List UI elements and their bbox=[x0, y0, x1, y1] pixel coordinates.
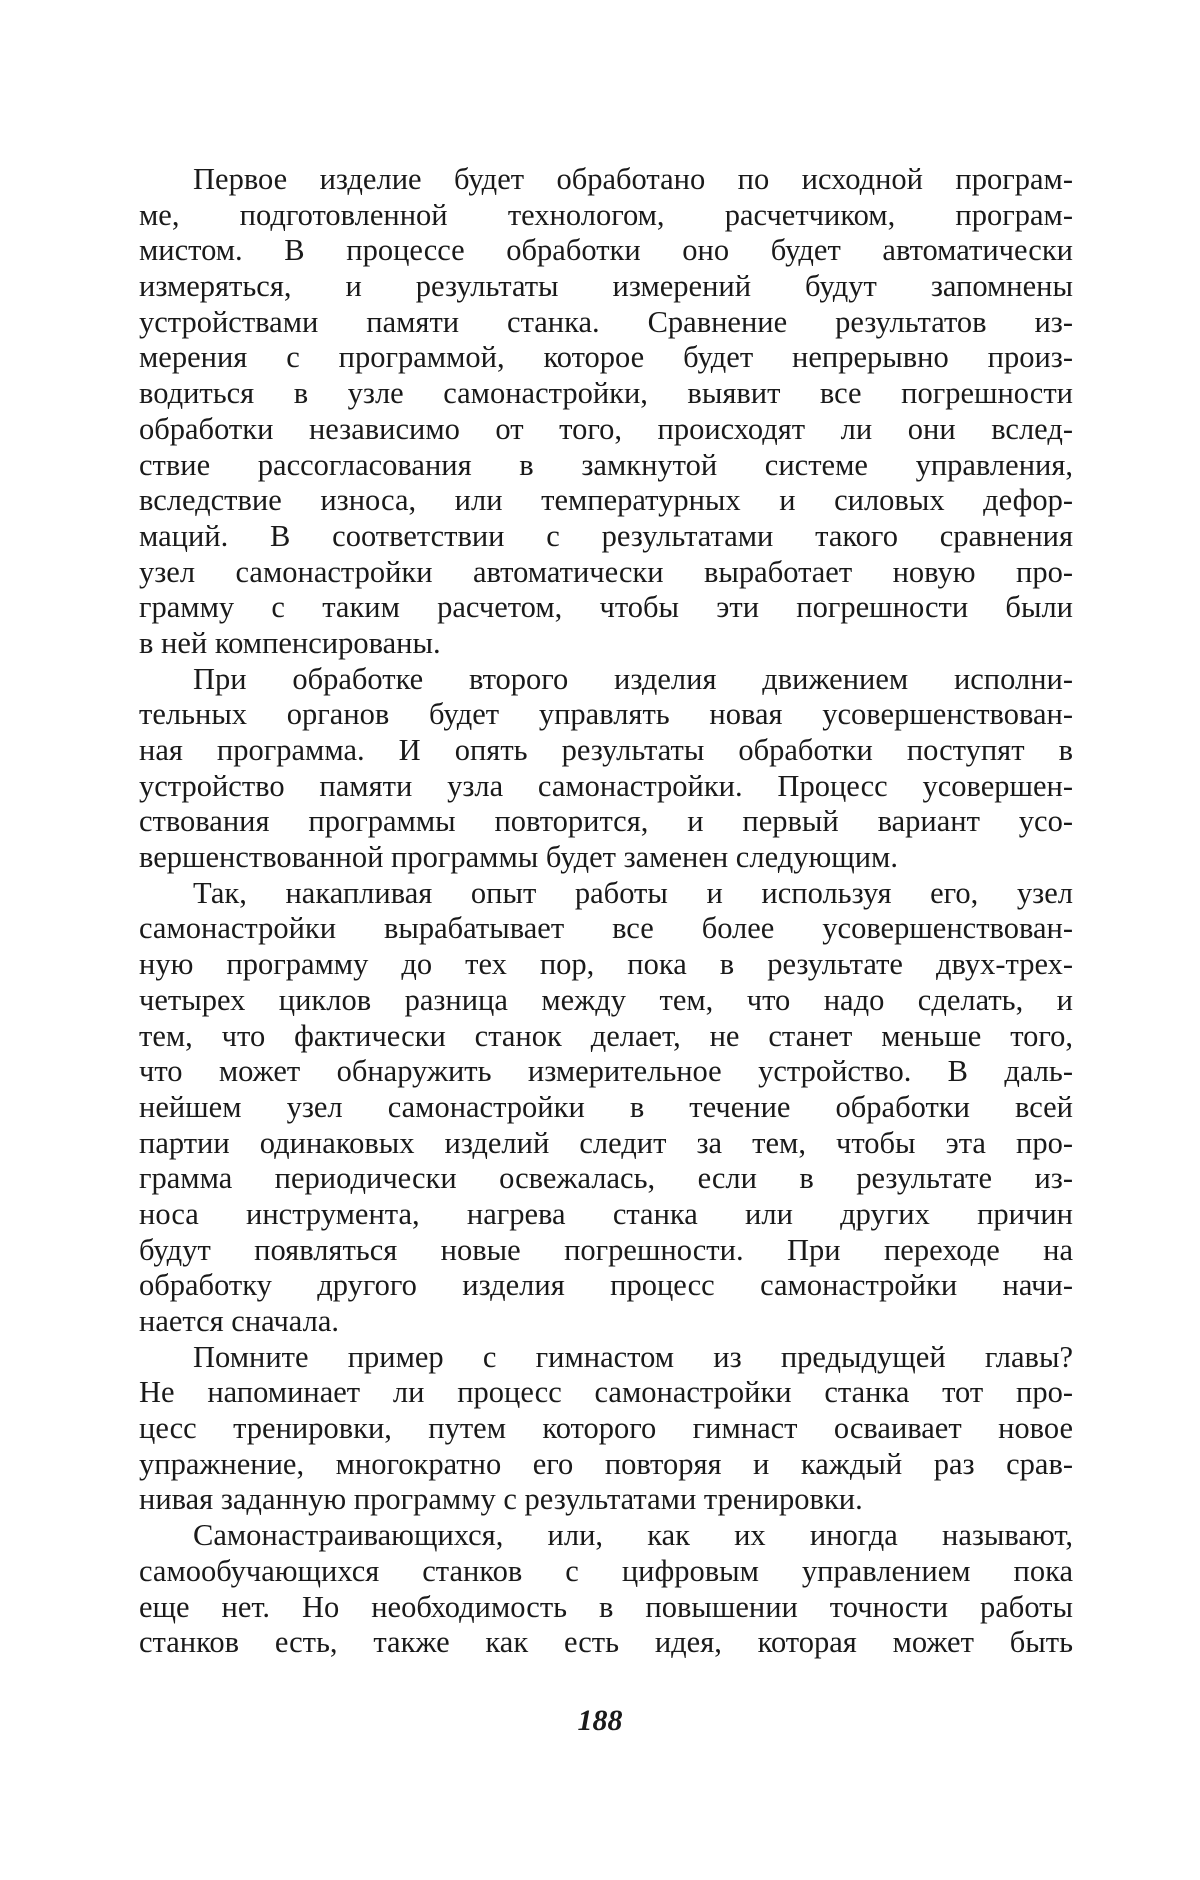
text-line: партии одинаковых изделий следит за тем, чтобы эта про- bbox=[139, 1125, 1073, 1160]
text-line: цесс тренировки, путем которого гимнаст осваивает новое bbox=[139, 1411, 1073, 1446]
text-line: нейшем узел самонастройки в течение обработки всей bbox=[139, 1089, 1073, 1124]
paragraph bbox=[139, 876, 1073, 1340]
text-line: Так, накапливая опыт работы и используя его, узел bbox=[193, 875, 1073, 910]
text-line: самообучающихся станков с цифровым управлением пока bbox=[139, 1553, 1073, 1588]
text-line: измеряться, и результаты измерений будут запомнены bbox=[139, 269, 1073, 304]
text-line: Первое изделие будет обработано по исходной програм- bbox=[193, 162, 1073, 196]
text-line: четырех циклов разница между тем, что надо сделать, и bbox=[139, 982, 1073, 1017]
text-line: что может обнаружить измерительное устройство. В даль- bbox=[139, 1054, 1073, 1089]
text-line: Самонастраивающихся, или, как их иногда называют, bbox=[193, 1518, 1073, 1553]
text-line: устройствами памяти станка. Сравнение результатов из- bbox=[139, 304, 1073, 339]
text-line: мерения с программой, которое будет непрерывно произ- bbox=[139, 340, 1073, 375]
text-line: маций. В соответствии с результатами такого сравнения bbox=[139, 518, 1073, 553]
text-line: грамма периодически освежалась, если в результате из- bbox=[139, 1161, 1073, 1196]
text-line: ная программа. И опять результаты обработки поступят в bbox=[139, 733, 1073, 767]
text-line: упражнение, многократно его повторяя и каждый раз срав- bbox=[139, 1446, 1073, 1481]
text-line: нивая заданную программу с результатами тренировки. bbox=[139, 1482, 863, 1517]
page-number: 188 bbox=[577, 1704, 623, 1737]
text-line: обработку другого изделия процесс самонастройки начи- bbox=[139, 1268, 1073, 1303]
paragraph bbox=[139, 1518, 1073, 1661]
text-line: вследствие износа, или температурных и силовых дефор- bbox=[139, 483, 1073, 518]
text-line: ствования программы повторится, и первый вариант усо- bbox=[139, 804, 1073, 839]
paragraph bbox=[139, 662, 1073, 876]
text-line: ствие рассогласования в замкнутой системе управления, bbox=[139, 447, 1073, 482]
text-line: самонастройки вырабатывает все более усовершенствован- bbox=[139, 911, 1073, 946]
text-line: нается сначала. bbox=[139, 1304, 339, 1338]
paragraph bbox=[139, 162, 1073, 662]
text-line: обработки независимо от того, происходят ли они вслед- bbox=[139, 411, 1073, 446]
text-line: устройство памяти узла самонастройки. Процесс усовершен- bbox=[139, 768, 1073, 803]
text-line: водиться в узле самонастройки, выявит все погрешности bbox=[139, 376, 1073, 411]
text-line: станков есть, также как есть идея, которая может быть bbox=[139, 1625, 1073, 1660]
text-line: носа инструмента, нагрева станка или других причин bbox=[139, 1196, 1073, 1231]
text-line: ную программу до тех пор, пока в результате двух-трех- bbox=[139, 947, 1073, 982]
text-line: При обработке второго изделия движением исполни- bbox=[193, 661, 1073, 696]
paragraph bbox=[139, 1340, 1073, 1518]
text-line: вершенствованной программы будет заменен следующим. bbox=[139, 840, 898, 875]
text-line: узел самонастройки автоматически выработает новую про- bbox=[139, 554, 1073, 589]
text-line: ме, подготовленной технологом, расчетчиком, програм- bbox=[139, 197, 1073, 232]
text-line: мистом. В процессе обработки оно будет автоматически bbox=[139, 233, 1073, 268]
text-line: будут появляться новые погрешности. При переходе на bbox=[139, 1232, 1073, 1267]
text-line: тельных органов будет управлять новая усовершенствован- bbox=[139, 697, 1073, 732]
text-line: в ней компенсированы. bbox=[139, 625, 441, 660]
text-line: еще нет. Но необходимость в повышении точности работы bbox=[139, 1589, 1073, 1624]
text-line: тем, что фактически станок делает, не станет меньше того, bbox=[139, 1018, 1073, 1053]
text-line: Помните пример с гимнастом из предыдущей главы? bbox=[193, 1339, 1073, 1374]
text-line: Не напоминает ли процесс самонастройки станка тот про- bbox=[139, 1375, 1073, 1410]
body-text bbox=[139, 162, 1073, 1661]
text-line: грамму с таким расчетом, чтобы эти погрешности были bbox=[139, 590, 1073, 625]
